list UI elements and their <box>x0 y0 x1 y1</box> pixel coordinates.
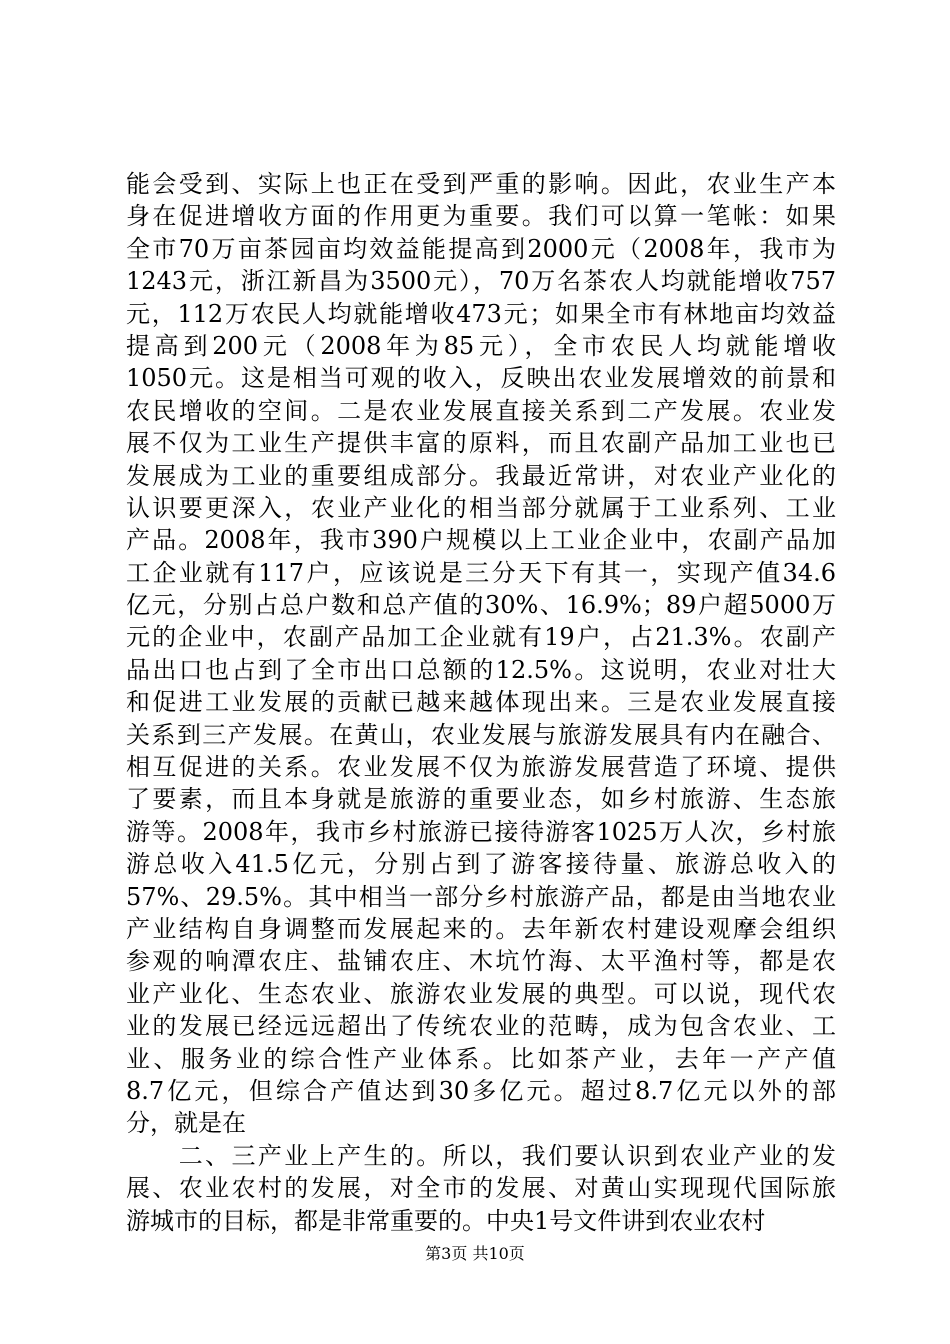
text-line: 1050元。这是相当可观的收入，反映出农业发展增效的前景和 <box>126 364 836 393</box>
text-line: 元，112万农民人均就能增收473元；如果全市有林地亩均效益 <box>126 299 836 328</box>
text-line: 8.7亿元，但综合产值达到30多亿元。超过8.7亿元以外的部 <box>126 1076 836 1105</box>
text-line: 关系到三产发展。在黄山，农业发展与旅游发展具有内在融合、 <box>126 720 836 749</box>
text-line: 全市70万亩茶园亩均效益能提高到2000元（2008年，我市为 <box>126 234 836 263</box>
text-line: 分，就是在 <box>126 1109 246 1138</box>
text-line: 业的发展已经远远超出了传统农业的范畴，成为包含农业、工 <box>126 1012 836 1041</box>
text-line: 展、农业农村的发展，对全市的发展、对黄山实现现代国际旅 <box>126 1174 836 1203</box>
text-line: 相互促进的关系。农业发展不仅为旅游发展营造了环境、提供 <box>126 753 836 782</box>
text-line: 业产业化、生态农业、旅游农业发展的典型。可以说，现代农 <box>126 979 836 1008</box>
text-line: 能会受到、实际上也正在受到严重的影响。因此，农业生产本 <box>126 170 836 198</box>
text-line: 产业结构自身调整而发展起来的。去年新农村建设观摩会组织 <box>126 914 836 943</box>
text-line: 身在促进增收方面的作用更为重要。我们可以算一笔帐：如果 <box>126 202 836 231</box>
text-line: 发展成为工业的重要组成部分。我最近常讲，对农业产业化的 <box>126 461 836 490</box>
text-line: 二、三产业上产生的。所以，我们要认识到农业产业的发 <box>126 1141 836 1170</box>
text-line: 游总收入41.5亿元，分别占到了游客接待量、旅游总收入的 <box>126 850 836 879</box>
text-line: 亿元，分别占总户数和总产值的30%、16.9%；89户超5000万 <box>126 591 836 620</box>
text-line: 57%、29.5%。其中相当一部分乡村旅游产品，都是由当地农业 <box>126 882 836 911</box>
text-line: 品出口也占到了全市出口总额的12.5%。这说明，农业对壮大 <box>126 655 836 684</box>
page-footer: 第3页 共10页 <box>425 1244 525 1263</box>
text-line: 产品。2008年，我市390户规模以上工业企业中，农副产品加 <box>126 526 836 555</box>
text-line: 游城市的目标，都是非常重要的。中央1号文件讲到农业农村 <box>126 1206 766 1235</box>
text-line: 业、服务业的综合性产业体系。比如茶产业，去年一产产值 <box>126 1044 836 1073</box>
text-line: 认识要更深入，农业产业化的相当部分就属于工业系列、工业 <box>126 493 836 522</box>
text-line: 参观的响潭农庄、盐铺农庄、木坑竹海、太平渔村等，都是农 <box>126 947 836 976</box>
text-line: 展不仅为工业生产提供丰富的原料，而且农副产品加工业也已 <box>126 429 836 458</box>
text-line: 和促进工业发展的贡献已越来越体现出来。三是农业发展直接 <box>126 688 836 717</box>
text-line: 农民增收的空间。二是农业发展直接关系到二产发展。农业发 <box>126 396 836 425</box>
text-line: 提高到200元（2008年为85元），全市农民人均就能增收 <box>126 331 836 360</box>
text-line: 了要素，而且本身就是旅游的重要业态，如乡村旅游、生态旅 <box>126 785 836 814</box>
text-line: 游等。2008年，我市乡村旅游已接待游客1025万人次，乡村旅 <box>126 817 836 846</box>
body-text <box>126 168 836 1237</box>
text-line: 元的企业中，农副产品加工企业就有19户，占21.3%。农副产 <box>126 623 836 652</box>
text-line: 1243元，浙江新昌为3500元），70万名茶农人均就能增收757 <box>126 267 836 296</box>
text-line: 工企业就有117户，应该说是三分天下有其一，实现产值34.6 <box>126 558 836 587</box>
